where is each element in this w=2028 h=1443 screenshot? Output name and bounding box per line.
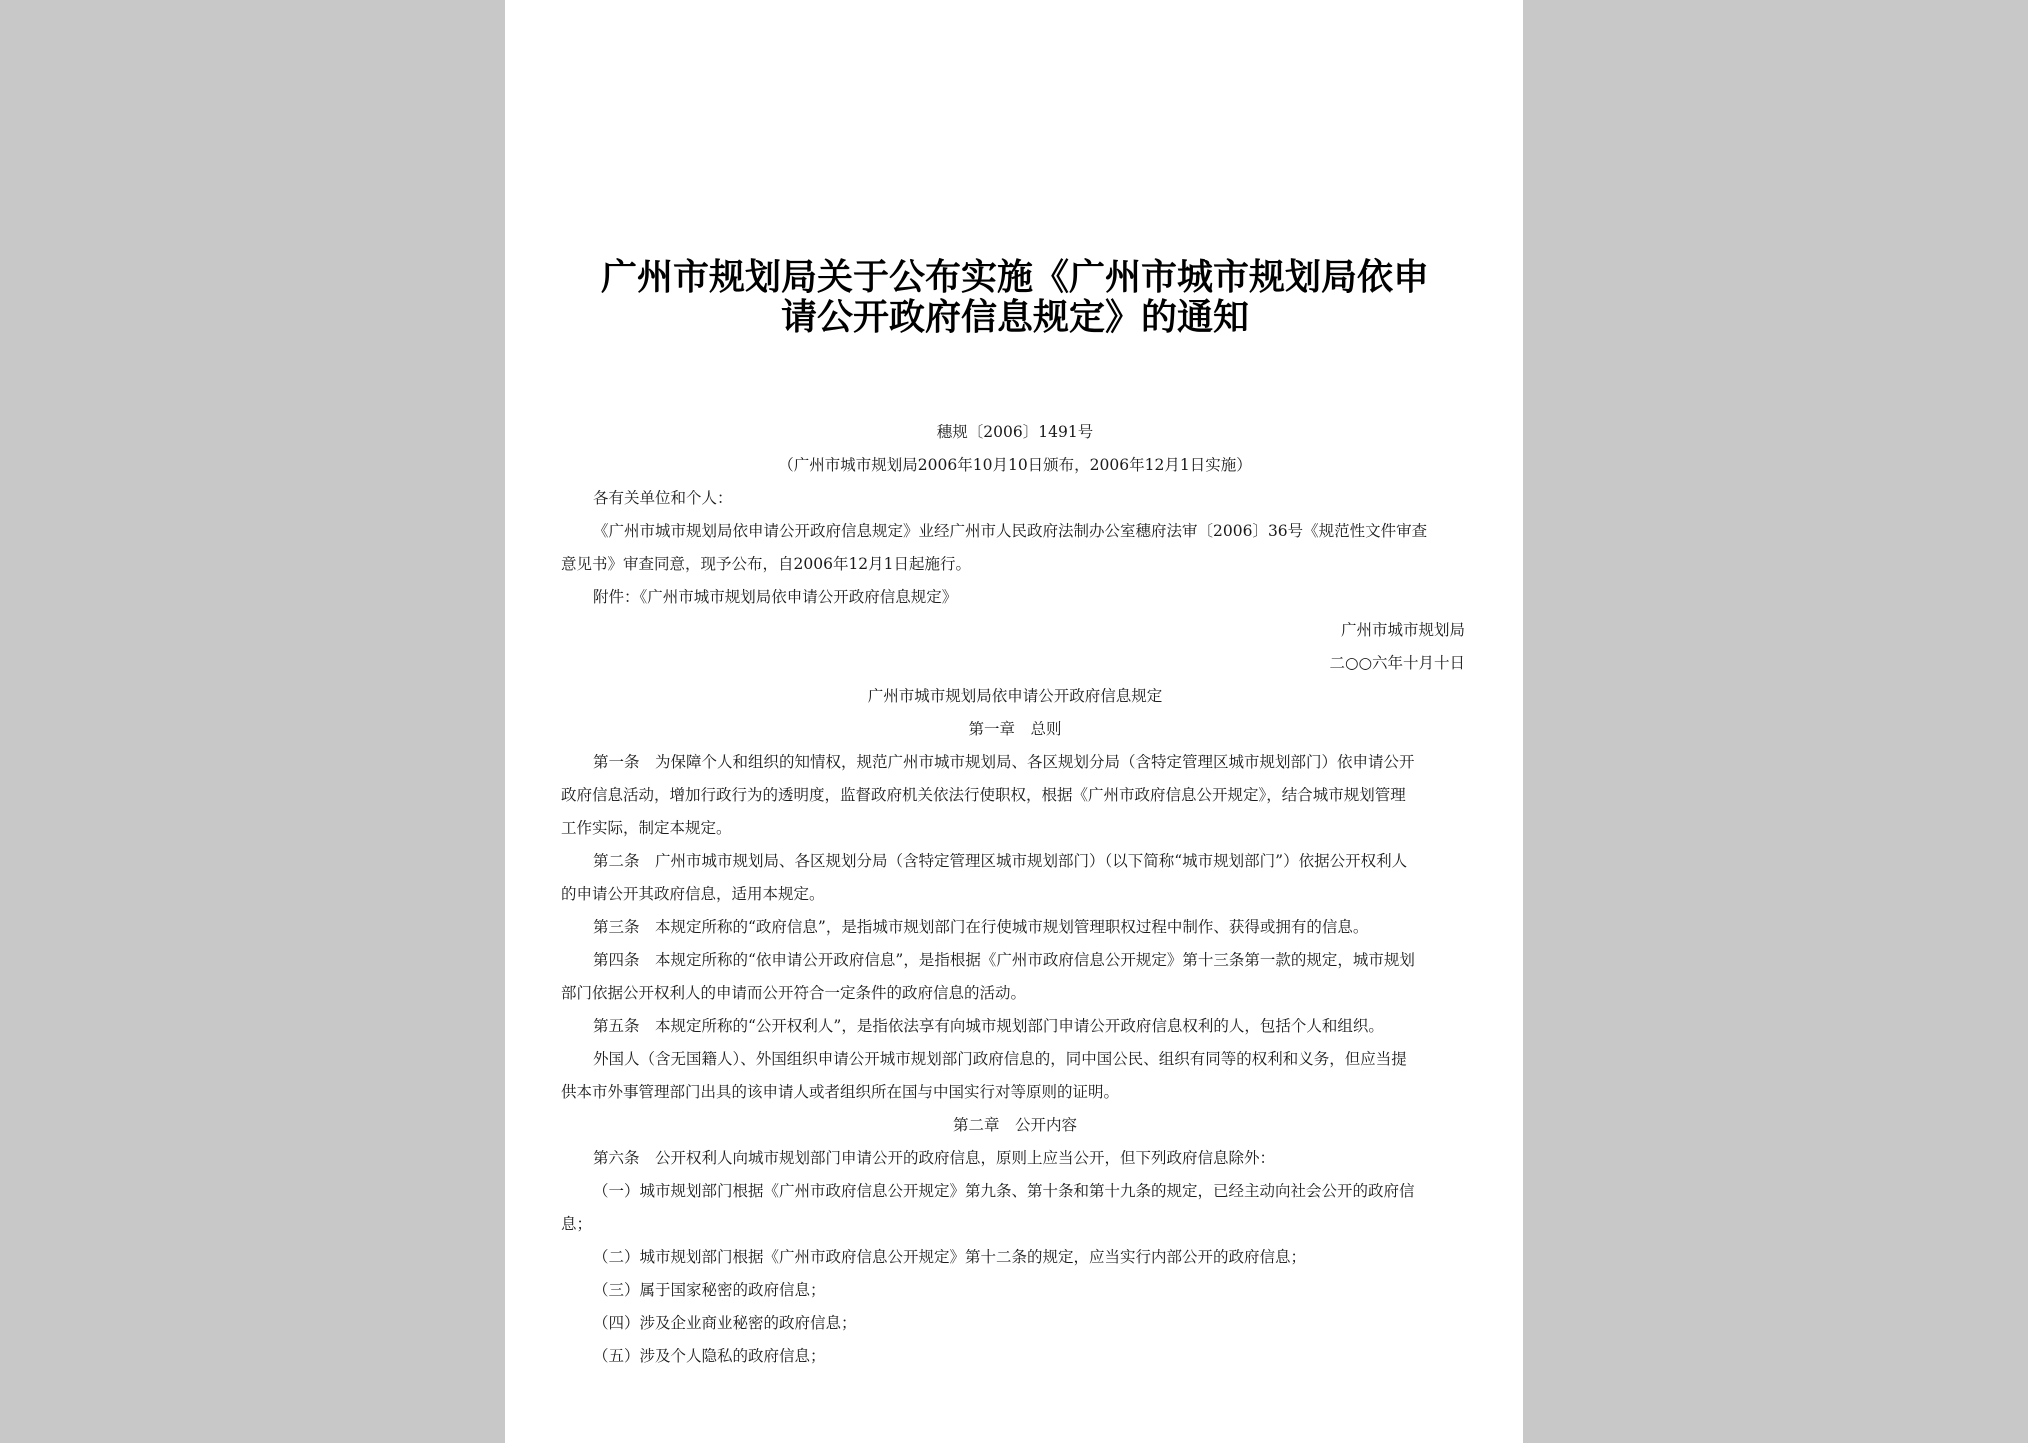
title-line-1: 广州市规划局关于公布实施《广州市城市规划局依申 xyxy=(600,257,1429,298)
article-6-item-1-line-1: （一）城市规划部门根据《广州市政府信息公开规定》第九条、第十条和第十九条的规定，已经主动向社会公开的政府信 xyxy=(593,1182,1415,1200)
sign-date: 二○○六年十月十日 xyxy=(1329,654,1465,672)
paragraph-1-line-2: 意见书》审查同意，现予公布，自2006年12月1日起施行。 xyxy=(561,555,972,573)
article-4-line-1: 第四条 本规定所称的“依申请公开政府信息”，是指根据《广州市政府信息公开规定》第十三条第一款的规定，城市规划 xyxy=(593,951,1415,969)
article-4-line-2: 部门依据公开权利人的申请而公开符合一定条件的政府信息的活动。 xyxy=(561,984,1027,1002)
issue-note: （广州市城市规划局2006年10月10日颁布，2006年12月1日实施） xyxy=(778,456,1252,474)
article-6: 第六条 公开权利人向城市规划部门申请公开的政府信息，原则上应当公开，但下列政府信息除外： xyxy=(593,1149,1276,1167)
chapter-2-heading: 第二章 公开内容 xyxy=(952,1116,1077,1134)
paragraph-1-line-1: 《广州市城市规划局依申请公开政府信息规定》业经广州市人民政府法制办公室穗府法审〔2006〕36号《规范性文件审查 xyxy=(593,522,1428,540)
article-6-item-3: （三）属于国家秘密的政府信息； xyxy=(593,1281,826,1299)
chapter-1-heading: 第一章 总则 xyxy=(968,720,1062,738)
article-5-para-2-line-1: 外国人（含无国籍人）、外国组织申请公开城市规划部门政府信息的，同中国公民、组织有同等的权利和义务，但应当提 xyxy=(593,1050,1407,1068)
title-line-2: 请公开政府信息规定》的通知 xyxy=(780,297,1249,338)
article-1-line-2: 政府信息活动，增加行政行为的透明度，监督政府机关依法行使职权，根据《广州市政府信息公开规定》，结合城市规划管理 xyxy=(561,786,1406,804)
article-5: 第五条 本规定所称的“公开权利人”，是指依法享有向城市规划部门申请公开政府信息权利的人，包括个人和组织。 xyxy=(593,1017,1384,1035)
article-1-line-1: 第一条 为保障个人和组织的知情权，规范广州市城市规划局、各区规划分局（含特定管理区城市规划部门）依申请公开 xyxy=(593,753,1415,771)
article-2-line-2: 的申请公开其政府信息，适用本规定。 xyxy=(561,885,825,903)
article-5-para-2-line-2: 供本市外事管理部门出具的该申请人或者组织所在国与中国实行对等原则的证明。 xyxy=(561,1083,1120,1101)
regulation-title: 广州市城市规划局依申请公开政府信息规定 xyxy=(867,687,1163,705)
attachment-line: 附件：《广州市城市规划局依申请公开政府信息规定》 xyxy=(593,588,958,606)
salutation: 各有关单位和个人： xyxy=(593,489,733,507)
document-page xyxy=(505,0,1523,1443)
article-6-item-1-line-2: 息； xyxy=(561,1215,593,1233)
article-3: 第三条 本规定所称的“政府信息”，是指城市规划部门在行使城市规划管理职权过程中制作、获得或拥有的信息。 xyxy=(593,918,1369,936)
article-1-line-3: 工作实际，制定本规定。 xyxy=(561,819,732,837)
document-title xyxy=(595,258,1435,338)
article-6-item-4: （四）涉及企业商业秘密的政府信息； xyxy=(593,1314,857,1332)
article-6-item-2: （二）城市规划部门根据《广州市政府信息公开规定》第十二条的规定，应当实行内部公开的政府信息； xyxy=(593,1248,1307,1266)
document-number: 穗规〔2006〕1491号 xyxy=(936,423,1094,441)
signer: 广州市城市规划局 xyxy=(1340,621,1465,639)
article-6-item-5: （五）涉及个人隐私的政府信息； xyxy=(593,1347,826,1365)
article-2-line-1: 第二条 广州市城市规划局、各区规划分局（含特定管理区城市规划部门）（以下简称“城市规划部门”）依据公开权利人 xyxy=(593,852,1408,870)
